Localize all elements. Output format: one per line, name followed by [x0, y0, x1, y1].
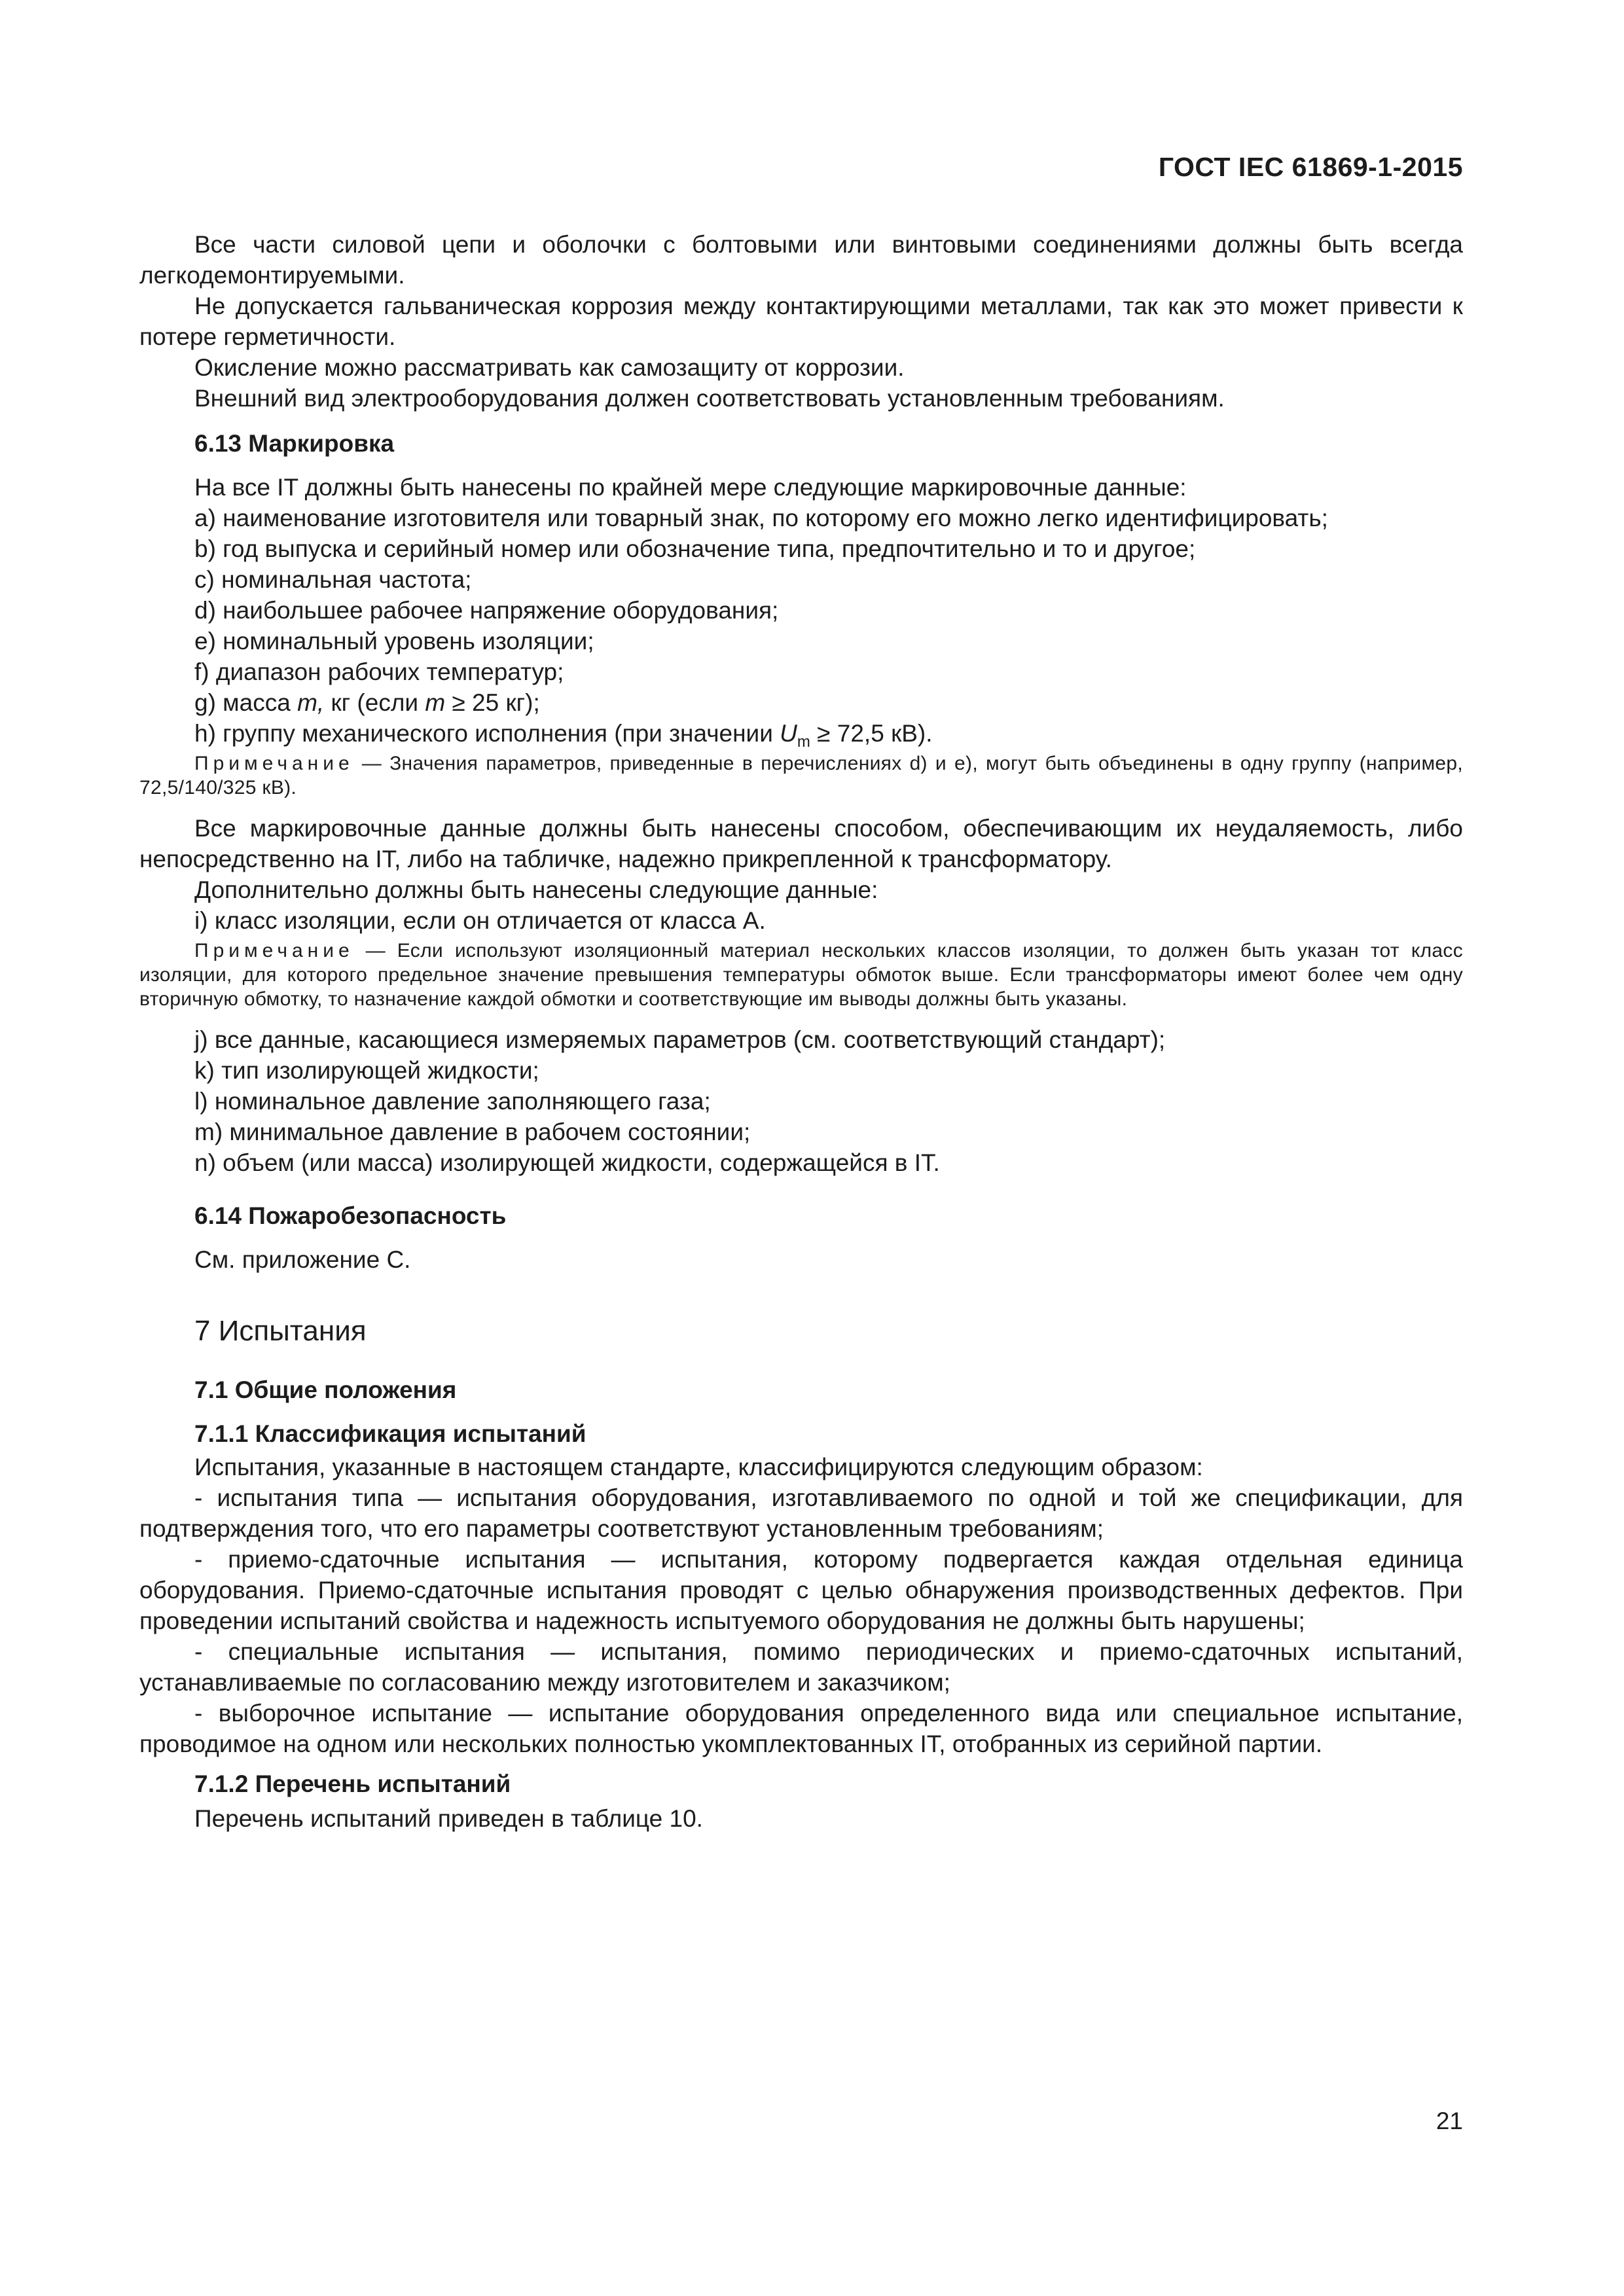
paragraph: Перечень испытаний приведен в таблице 10. [194, 1805, 703, 1832]
section-heading-7-1-1: 7.1.1 Классификация испытаний [194, 1420, 586, 1447]
list-item: m) минимальное давление в рабочем состоянии; [194, 1119, 751, 1145]
list-item: d) наибольшее рабочее напряжение оборудования; [194, 597, 779, 624]
list-item: n) объем (или масса) изолирующей жидкости, содержащейся в IT. [194, 1149, 940, 1176]
list-item [139, 718, 1463, 749]
list-item: - приемо-сдаточные испытания — испытания, которому подвергается каждая отдельная единица оборудования. Приемо-сдаточные испытания проводят с целью обнаружения производственных дефектов. При проведении испытаний свойства и надежность испытуемого оборудования не должны быть нарушены; [139, 1546, 1463, 1634]
section-heading-6-14: 6.14 Пожаробезопасность [194, 1202, 507, 1229]
page-content [139, 229, 1463, 1834]
math-variable: m [425, 689, 446, 716]
text-run: ≥ 25 кг); [445, 689, 540, 716]
text-run: ≥ 72,5 кВ). [810, 720, 933, 747]
note-text: — Значения параметров, приведенные в перечислениях d) и e), могут быть объединены в одну группу (например, 72,5/140/325 кВ). [139, 753, 1463, 798]
list-item: f) диапазон рабочих температур; [194, 658, 564, 685]
note-text: — Если используют изоляционный материал нескольких классов изоляции, то должен быть указан тот класс изоляции, для которого предельное значение превышения температуры обмоток выше. Если трансформаторы имеют более чем одну вторичную обмотку, то назначение каждой обмотки и соответствующие им выводы должны быть указаны. [139, 940, 1463, 1010]
paragraph: На все IT должны быть нанесены по крайней мере следующие маркировочные данные: [194, 474, 1187, 501]
text-run: кг (если [324, 689, 425, 716]
list-item: l) номинальное давление заполняющего газа; [194, 1088, 711, 1115]
list-item [139, 687, 1463, 718]
list-item: а) наименование изготовителя или товарный знак, по которому его можно легко идентифицировать; [194, 505, 1328, 531]
math-variable: U [780, 720, 797, 747]
page-number: 21 [1435, 2108, 1463, 2134]
list-item: k) тип изолирующей жидкости; [194, 1057, 539, 1084]
note [139, 939, 1463, 1011]
text-run: h) группу механического исполнения (при значении [194, 720, 780, 747]
document-code: ГОСТ IEC 61869-1-2015 [1158, 152, 1463, 182]
section-heading-7-1: 7.1 Общие положения [194, 1376, 457, 1403]
paragraph: Внешний вид электрооборудования должен соответствовать установленным требованиям. [194, 385, 1225, 412]
text-run: g) масса [194, 689, 298, 716]
section-heading-7-1-2: 7.1.2 Перечень испытаний [194, 1770, 511, 1797]
section-heading-6-13: 6.13 Маркировка [194, 430, 395, 457]
section-heading-7: 7 Испытания [194, 1315, 367, 1347]
note [139, 751, 1463, 800]
paragraph: Окисление можно рассматривать как самозащиту от коррозии. [194, 354, 905, 381]
paragraph: Дополнительно должны быть нанесены следующие данные: [194, 876, 878, 903]
list-item: i) класс изоляции, если он отличается от класса А. [194, 907, 766, 934]
paragraph: Не допускается гальваническая коррозия между контактирующими металлами, так как это может привести к потере герметичности. [139, 293, 1463, 350]
paragraph: Все части силовой цепи и оболочки с болтовыми или винтовыми соединениями должны быть всегда легкодемонтируемыми. [139, 231, 1463, 289]
list-item: - специальные испытания — испытания, помимо периодических и приемо-сдаточных испытаний, устанавливаемые по согласованию между изготовителем и заказчиком; [139, 1638, 1463, 1696]
paragraph: Все маркировочные данные должны быть нанесены способом, обеспечивающим их неудаляемость, либо непосредственно на IT, либо на табличке, надежно прикрепленной к трансформатору. [139, 815, 1463, 872]
paragraph: См. приложение С. [194, 1246, 411, 1273]
paragraph: Испытания, указанные в настоящем стандарте, классифицируются следующим образом: [194, 1454, 1203, 1480]
list-item: - испытания типа — испытания оборудования, изготавливаемого по одной и той же спецификации, для подтверждения того, что его параметры соответствуют установленным требованиям; [139, 1484, 1463, 1542]
math-subscript: m [797, 733, 810, 751]
list-item: - выборочное испытание — испытание оборудования определенного вида или специальное испытание, проводимое на одном или нескольких полностью укомплектованных IT, отобранных из серийной партии. [139, 1700, 1463, 1757]
list-item: с) номинальная частота; [194, 566, 472, 593]
list-item: j) все данные, касающиеся измеряемых параметров (см. соответствующий стандарт); [194, 1026, 1166, 1053]
list-item: b) год выпуска и серийный номер или обозначение типа, предпочтительно и то и другое; [194, 535, 1196, 562]
note-label: Примечание [194, 940, 354, 961]
note-label: Примечание [194, 753, 354, 774]
list-item: е) номинальный уровень изоляции; [194, 628, 594, 655]
math-variable: m, [297, 689, 325, 716]
